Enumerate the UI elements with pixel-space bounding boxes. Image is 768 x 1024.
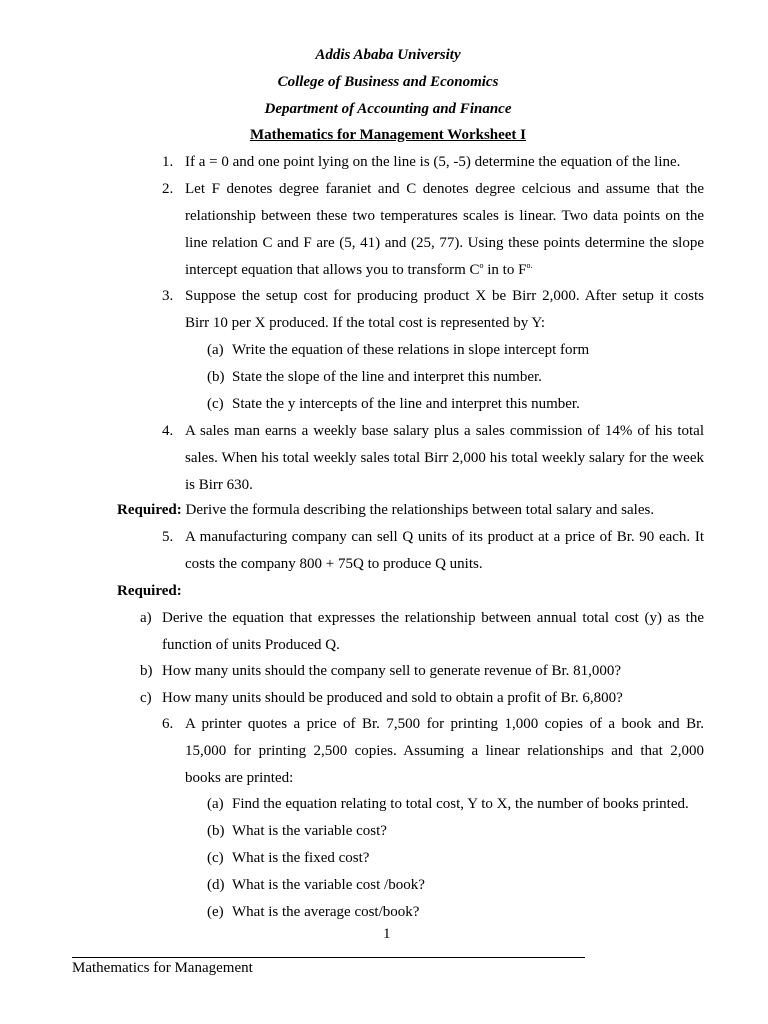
q4-line: sales. When his total weekly sales total Birr 2,000 his total weekly salary for the week xyxy=(185,450,704,466)
q6-sub-text: What is the average cost/book? xyxy=(232,904,420,920)
q3-sub-label: (c) xyxy=(207,396,224,412)
q5-required-label: Required: xyxy=(117,583,182,599)
q2-line: Let F denotes degree faraniet and C denotes degree celcious and assume that the xyxy=(185,181,704,197)
q6-sub-text: What is the variable cost? xyxy=(232,823,387,839)
q2-line-last: intercept equation that allows you to transform $C^o$ in to $F^{o.}$ xyxy=(185,261,533,278)
q6-line: A printer quotes a price of Br. 7,500 for printing 1,000 copies of a book and Br. xyxy=(185,716,704,732)
q5-item-line: Derive the equation that expresses the relationship between annual total cost (y) as the xyxy=(162,610,704,626)
q6-sub-label: (a) xyxy=(207,796,224,812)
q2-text xyxy=(185,176,704,284)
required-label: Required: xyxy=(117,502,182,518)
q6-sub-label: (b) xyxy=(207,823,225,839)
footer-text: Mathematics for Management xyxy=(72,960,253,976)
degree-sup: o. xyxy=(526,261,533,270)
q3-number: 3. xyxy=(162,288,174,304)
q6-sub-text: Find the equation relating to total cost, Y to X, the number of books printed. xyxy=(232,796,689,812)
required-text: Derive the formula describing the relationships between total salary and sales. xyxy=(181,502,655,518)
worksheet-title: Mathematics for Management Worksheet I xyxy=(249,127,527,143)
q3-sub-text: State the y intercepts of the line and interpret this number. xyxy=(232,396,580,412)
q4-required xyxy=(117,497,654,524)
q6-sub-label: (e) xyxy=(207,904,224,920)
q3-sub-label: (a) xyxy=(207,342,224,358)
q5-item-line: function of units Produced Q. xyxy=(162,637,340,653)
q3-line: Suppose the setup cost for producing product X be Birr 2,000. After setup it costs xyxy=(185,288,704,304)
q6-number: 6. xyxy=(162,716,174,732)
q5-item-text xyxy=(162,605,704,659)
q4-number: 4. xyxy=(162,423,174,439)
q5-line: A manufacturing company can sell Q units of its product at a price of Br. 90 each. It xyxy=(185,529,704,545)
q3-text xyxy=(185,283,704,337)
q3-line: Birr 10 per X produced. If the total cost is represented by Y: xyxy=(185,315,546,331)
q5-item-text: How many units should be produced and sold to obtain a profit of Br. 6,800? xyxy=(162,690,623,706)
q5-text xyxy=(185,524,704,578)
q3-sub-label: (b) xyxy=(207,369,225,385)
q5-line: costs the company 800 + 75Q to produce Q units. xyxy=(185,556,483,572)
q6-text xyxy=(185,711,704,792)
q6-sub-label: (d) xyxy=(207,877,225,893)
q5-number: 5. xyxy=(162,529,174,545)
q5-item-label: b) xyxy=(140,663,153,679)
q3-sub-text: State the slope of the line and interpret this number. xyxy=(232,369,542,385)
q4-text xyxy=(185,418,704,499)
q6-sub-text: What is the variable cost /book? xyxy=(232,877,425,893)
university-name: Addis Ababa University xyxy=(315,47,461,63)
q6-sub-text: What is the fixed cost? xyxy=(232,850,370,866)
q1-text: If a = 0 and one point lying on the line is (5, -5) determine the equation of the line. xyxy=(185,154,681,170)
q5-item-text: How many units should the company sell to generate revenue of Br. 81,000? xyxy=(162,663,622,679)
q5-item-label: a) xyxy=(140,610,152,626)
q6-line: 15,000 for printing 2,500 copies. Assuming a linear relationships and that 2,000 xyxy=(185,743,704,759)
q5-item-label: c) xyxy=(140,690,152,706)
q6-line: books are printed: xyxy=(185,770,294,786)
page-number: 1 xyxy=(383,926,391,942)
q2-line: relationship between these two temperatures scales is linear. Two data points on the xyxy=(185,208,704,224)
q2-number: 2. xyxy=(162,181,174,197)
q3-sub-text: Write the equation of these relations in slope intercept form xyxy=(232,342,590,358)
department-name: Department of Accounting and Finance xyxy=(264,101,512,117)
q2-line: line relation C and F are (5, 41) and (25, 77). Using these points determine the slope xyxy=(185,235,704,251)
degree-sup: o xyxy=(479,261,484,270)
q4-line: A sales man earns a weekly base salary plus a sales commission of 14% of his total xyxy=(185,423,704,439)
q4-line: is Birr 630. xyxy=(185,477,253,493)
q1-number: 1. xyxy=(162,154,174,170)
college-name: College of Business and Economics xyxy=(277,74,499,90)
q6-sub-label: (c) xyxy=(207,850,224,866)
